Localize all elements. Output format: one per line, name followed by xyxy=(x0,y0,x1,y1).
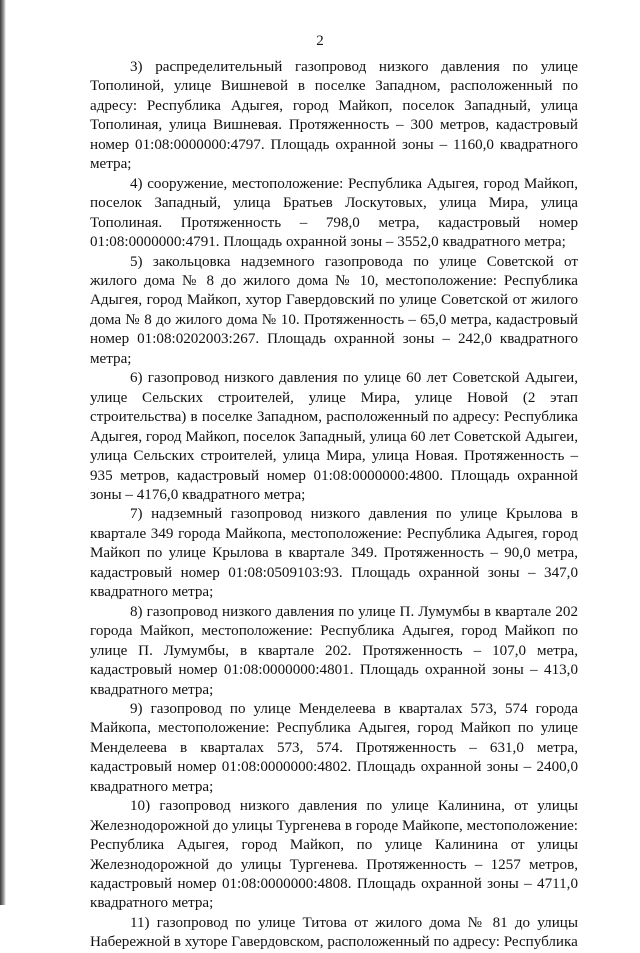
paragraph-item-11: 11) газопровод по улице Титова от жилого дома № 81 до улицы Набережной в хуторе Гавердовском, расположенный по адресу: Республика xyxy=(90,914,578,951)
paragraph-item-5: 5) закольцовка надземного газопровода по улице Советской от жилого дома № 8 до жилого дома № 10, местоположение: Республика Адыгея, город Майкоп, хутор Гавердовский по улице Советской от жилого дома № 8 до жилого дома № 10. Протяженность – 65,0 метра, кадастровый номер 01:08:0202003:267. Площадь охранной зоны – 242,0 квадратного метра; xyxy=(90,253,578,367)
paragraph-item-6: 6) газопровод низкого давления по улице 60 лет Советской Адыгеи, улице Сельских строителей, улице Мира, улице Новой (2 этап строительства) в поселке Западном, расположенный по адресу: Республика Адыгея, город Майкоп, поселок Западный, улица 60 лет Советской Адыгеи, улица Сельских строителей, улица Мира, улица Новая. Протяженность – 935 метров, кадастровый номер 01:08:0000000:4800. Площадь охранной зоны – 4176,0 квадратного метра; xyxy=(90,370,579,503)
paragraph-item-9: 9) газопровод по улице Менделеева в кварталах 573, 574 города Майкопа, местоположение: Республика Адыгея, город Майкоп по улице Менделеева в кварталах 573, 574. Протяженность – 631,0 метра, кадастровый номер 01:08:0000000:4802. Площадь охранной зоны – 2400,0 квадратного метра; xyxy=(90,700,578,795)
paragraph-item-8: 8) газопровод низкого давления по улице П. Лумумбы в квартале 202 города Майкоп, местоположение: Республика Адыгея, город Майкоп по улице П. Лумумбы, в квартале 202. Протяженность – 107,0 метра, кадастровый номер 01:08:0000000:4801. Площадь охранной зоны – 413,0 квадратного метра; xyxy=(90,603,578,698)
scan-edge-shadow xyxy=(0,0,6,905)
paragraph-item-10: 10) газопровод низкого давления по улице Калинина, от улицы Железнодорожной до улицы Тургенева в городе Майкопе, местоположение: Республика Адыгея, город Майкоп, по улице Калинина от улицы Железнодорожной до улицы Тургенева. Протяженность – 1257 метров, кадастровый номер 01:08:0000000:4808. Площадь охранной зоны – 4711,0 квадратного метра; xyxy=(90,798,578,912)
paragraph-item-7: 7) надземный газопровод низкого давления по улице Крылова в квартале 349 города Майкопа, местоположение: Республика Адыгея, город Майкоп по улице Крылова в квартале 349. Протяженность – 90,0 метра, кадастровый номер 01:08:0509103:93. Площадь охранной зоны – 347,0 квадратного метра; xyxy=(90,506,578,601)
page-number: 2 xyxy=(316,33,324,49)
document-body xyxy=(90,58,578,953)
paragraph-item-4: 4) сооружение, местоположение: Республика Адыгея, город Майкоп, поселок Западный, улица Братьев Лоскутовых, улица Мира, улица Тополиная. Протяженность – 798,0 метра, кадастровый номер 01:08:0000000:4791. Площадь охранной зоны – 3552,0 квадратного метра; xyxy=(90,175,578,251)
paragraph-item-3: 3) распределительный газопровод низкого давления по улице Тополиной, улице Вишневой в поселке Западном, расположенный по адресу: Республика Адыгея, город Майкоп, поселок Западный, улица Тополиная, улица Вишневая. Протяженность – 300 метров, кадастровый номер 01:08:0000000:4797. Площадь охранной зоны – 1160,0 квадратного метра; xyxy=(90,59,578,173)
